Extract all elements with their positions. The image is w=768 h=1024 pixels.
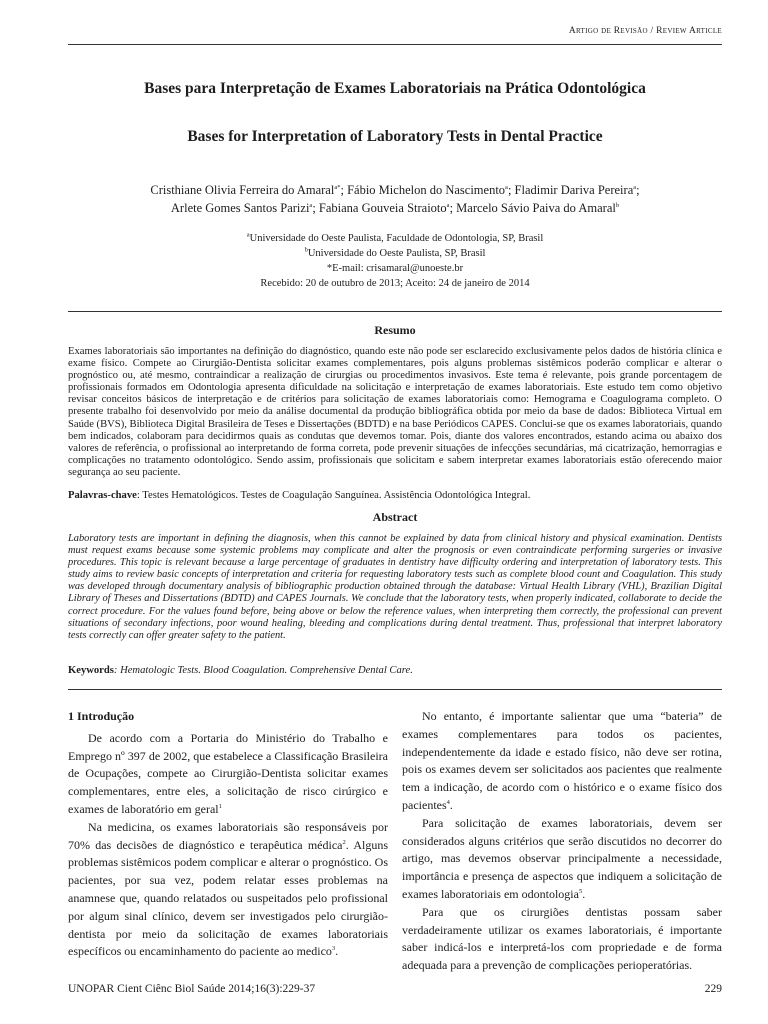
author-affiliation-mark: a* — [334, 183, 341, 191]
author-name: ; Fladimir Dariva Pereira — [507, 183, 634, 197]
right-column — [402, 708, 722, 975]
paragraph-text: Na medicina, os exames laboratoriais são responsáveis por 70% das decisões de diagnóstico e terapêutica médica — [68, 819, 388, 852]
reference-mark: 2 — [342, 838, 346, 846]
paragraph — [68, 730, 388, 819]
paragraph — [402, 815, 722, 904]
paragraph-text: . Alguns problemas sistêmicos podem complicar e alterar o prognóstico. Os pacientes, por sua vez, podem relatar esses problemas na anamnese que, quando relatados ou suspeitados pelo profissional por algum sinal clínico, devem ser investigados pelo cirurgião-dentista por meio da solicitação de exames laboratoriais específicos ou encaminhamento do paciente ao medico — [68, 837, 388, 959]
article-type-label: Artigo de Revisão / Review Article — [568, 26, 722, 36]
reference-mark: 1 — [218, 802, 222, 810]
page-number: 229 — [704, 983, 722, 995]
author-affiliation-mark: a — [446, 201, 450, 209]
reference-mark: 5 — [578, 887, 583, 895]
author-name: Arlete Gomes Santos Parizi — [170, 201, 310, 215]
author-separator: ; — [636, 183, 640, 197]
keywords-label: Palavras-chave — [68, 490, 137, 501]
paragraph — [68, 819, 388, 961]
paragraph-text: Para solicitação de exames laboratoriais, devem ser considerados alguns critérios que serão discutidos no decorrer do artigo, mas devemos observar principalmente a necessidade, importância e presença de aspectos que indiquem a solicitação de exames laboratoriais em odontologia — [402, 815, 722, 901]
affiliation-mark: b — [304, 246, 308, 254]
affiliation-text: Universidade do Oeste Paulista, Faculdade de Odontologia, SP, Brasil — [249, 233, 544, 244]
received-accepted-dates: Recebido: 20 de outubro de 2013; Aceito: 24 de janeiro de 2014 — [260, 278, 530, 289]
author-affiliation-mark: a — [633, 183, 637, 191]
author-list — [68, 181, 722, 217]
abstract-text: Laboratory tests are important in defining the diagnosis, when this cannot be explained by data from clinical history and physical examination. Dentists must request exams because some systemic problems may complicate and alter the prognosis or even contraindicate performing surgeries or invasive procedures. This topic is relevant because a large percentage of graduates in dentistry have difficulty ordering and interpretation of laboratory tests. This study aims to review basic concepts of interpretation and criteria for requesting laboratory tests such as complete blood count and Coagulation. This study was developed through documentary analysis of bibliographic production obtained through the database: Virtual Health Library (VHL), Brazilian Digital Library of Theses and Dissertations (BDTD) and CAPES Journals. We conclude that the laboratory tests, when properly indicated, collaborate to decide the correct procedure. For the values found before, being above or below the reference values, when interpreting them correctly, the professional can prevent situations of secondary infections, poor wound healing, bleeding and complications during dental treatment. Thus, professional that interpret laboratory tests correctly can offer greater safety to the patient. — [68, 533, 722, 641]
author-name: ; Marcelo Sávio Paiva do Amaral — [449, 201, 616, 215]
paragraph-text: No entanto, é importante salientar que uma “bateria” de exames complementares para todos os pacientes, independentemente da idade e estado físico, não deve ser rotina, pois os exames devem ser solicitados aos pacientes que realmente tem a indicação, de acordo com o histórico e o exame físico dos pacientes — [402, 709, 722, 812]
abstract-keywords — [68, 665, 722, 677]
journal-citation: UNOPAR Cient Ciênc Biol Saúde 2014;16(3):229-37 — [68, 983, 316, 995]
author-name: ; Fabiana Gouveia Straioto — [312, 201, 447, 215]
reference-mark: 4 — [446, 798, 450, 806]
reference-mark: 3 — [331, 945, 336, 953]
title-english: Bases for Interpretation of Laboratory Tests in Dental Practice — [187, 128, 603, 145]
introduction-heading: 1 Introdução — [68, 709, 135, 723]
affiliation-b — [68, 246, 722, 261]
paragraph — [402, 708, 722, 815]
body-top-rule — [68, 689, 722, 690]
resumo-keywords — [68, 490, 722, 502]
resumo-text: Exames laboratoriais são importantes na definição do diagnóstico, quando este não pode ser esclarecido exclusivamente pelos dados de história clínica e exame físico. Compete ao Cirurgião-Dentista solicitar exames complementares, pois alguns problemas sistêmicos poderão complicar e alterar o prognóstico ou, até mesmo, contraindicar a realização de cirurgias ou procedimentos invasivos. Este tema é relevante, pois grande porcentagem de profissionais formados em Odontologia apresenta dificuldade na solicitação e interpretação de exames laboratoriais. Este estudo tem como objetivo revisar conceitos básicos de interpretação e de critérios para solicitação de exames laboratoriais como: Hemograma e Coagulograma completo. O presente trabalho foi desenvolvido por meio da análise documental da produção bibliográfica obtida por meio da base de dados: Biblioteca Virtual em Saúde (BVS), Biblioteca Digital Brasileira de Teses e Dissertações (BDTD) e na base Periódicos CAPES. Conclui-se que os exames laboratoriais, quando bem indicados, colaboram para decidirmos quais as condutas que devemos tomar. Pois, diante dos valores encontrados, estando acima ou abaixo dos valores de referência, o profissional ao interpretando de forma correta, pode prevenir situações de infecções secundárias, má cicatrização, hemorragias e complicações no tratamento odontológico. Sendo assim, profissionais que solicitam e sabem interpretar exames laboratoriais estão oferecendo maior segurança ao seu paciente. — [68, 346, 722, 478]
paragraph-text: . — [449, 797, 453, 812]
title-portuguese: Bases para Interpretação de Exames Laboratoriais na Prática Odontológica — [144, 80, 646, 97]
paragraph-text: Para que os cirurgiões dentistas possam saber verdadeiramente utilizar os exames laboratoriais, é importante saber indicá-los e interpretá-los com propriedade e de forma adequada para a prevenção de complicações perioperatórias. — [402, 904, 722, 973]
paragraph-text: . — [335, 944, 339, 959]
affiliations — [68, 231, 722, 291]
resumo-top-rule — [68, 311, 722, 312]
keywords-label: Keywords — [68, 665, 114, 676]
left-column — [68, 708, 388, 961]
resumo-heading: Resumo — [374, 323, 416, 337]
affiliation-text: Universidade do Oeste Paulista, SP, Brasil — [307, 248, 486, 259]
corresponding-email: *E-mail: crisamaral@unoeste.br — [326, 263, 464, 274]
affiliation-a — [68, 231, 722, 246]
paragraph-text: . — [582, 886, 586, 901]
author-name: Cristhiane Olivia Ferreira do Amaral — [150, 183, 335, 197]
author-name: ; Fábio Michelon do Nascimento — [340, 183, 506, 197]
abstract-heading: Abstract — [372, 510, 418, 524]
keywords-text: : Testes Hematológicos. Testes de Coagulação Sanguínea. Assistência Odontológica Integral. — [136, 490, 531, 501]
author-affiliation-mark: b — [615, 201, 620, 209]
paragraph-text: De acordo com a Portaria do Ministério do Trabalho e Emprego nº 397 de 2002, que estabelece a Classificação Brasileira de Ocupações, compete ao Cirurgião-Dentista solicitar exames complementares, entre eles, a solicitação de risco cirúrgico e exames de laboratório em geral — [68, 730, 388, 816]
author-affiliation-mark: a — [505, 183, 508, 191]
affiliation-mark: a — [246, 231, 250, 239]
paragraph — [402, 904, 722, 975]
header-rule — [68, 44, 722, 45]
keywords-text: : Hematologic Tests. Blood Coagulation. Comprehensive Dental Care. — [113, 665, 413, 676]
author-affiliation-mark: a — [309, 201, 313, 209]
